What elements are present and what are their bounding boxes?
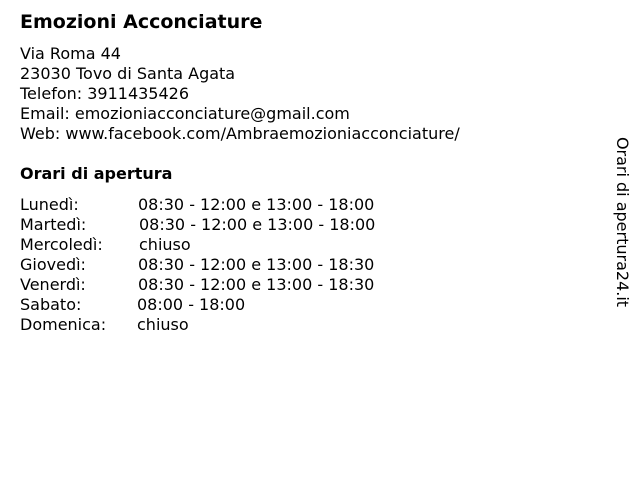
web-line: Web: www.facebook.com/Ambraemozioniacconciature/ <box>20 124 460 143</box>
email-line: Email: emozioniacconciature@gmail.com <box>20 104 350 123</box>
day-label: Venerdì: <box>20 275 86 294</box>
day-label: Giovedì: <box>20 255 86 274</box>
city-line: 23030 Tovo di Santa Agata <box>20 64 236 83</box>
time-value: 08:00 - 18:00 <box>137 295 246 314</box>
opening-hours-heading: Orari di apertura <box>20 164 173 183</box>
day-label: Lunedì: <box>20 195 79 214</box>
day-label: Domenica: <box>20 315 107 334</box>
time-value: 08:30 - 12:00 e 13:00 - 18:30 <box>138 255 375 274</box>
time-value: 08:30 - 12:00 e 13:00 - 18:00 <box>139 215 376 234</box>
day-label: Sabato: <box>20 295 82 314</box>
site-watermark: Orari di apertura24.it <box>613 136 632 308</box>
time-value: 08:30 - 12:00 e 13:00 - 18:00 <box>138 195 375 214</box>
day-label: Mercoledì: <box>20 235 103 254</box>
phone-line: Telefon: 3911435426 <box>20 84 190 103</box>
address-line: Via Roma 44 <box>20 44 121 63</box>
business-name: Emozioni Acconciature <box>20 11 263 33</box>
time-value: chiuso <box>139 235 191 254</box>
day-label: Martedì: <box>20 215 87 234</box>
time-value: 08:30 - 12:00 e 13:00 - 18:30 <box>138 275 375 294</box>
time-value: chiuso <box>137 315 189 334</box>
contact-info <box>20 44 460 144</box>
